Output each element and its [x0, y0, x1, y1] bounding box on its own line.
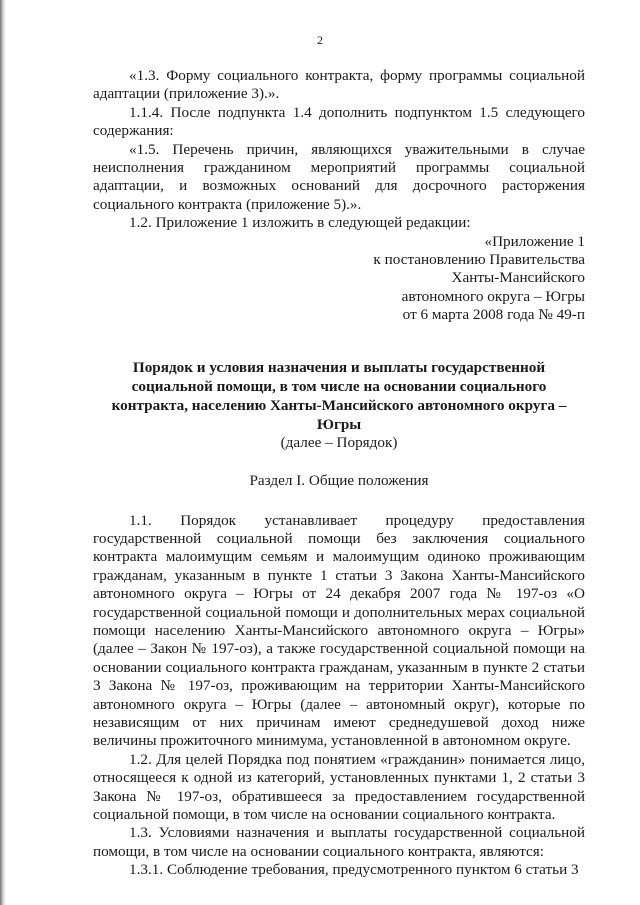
paragraph-1-2: 1.2. Для целей Порядка под понятием «гражданин» понимается лицо, относящееся к одной из категорий, установленных пунктами 1, 2 статьи 3 Закона № 197-оз, обратившееся за предоставлением государственной социальной помощи, в том числе на основании социального контракта.: [93, 750, 585, 823]
appendix-header: [93, 233, 585, 325]
paragraph-1-1: 1.1. Порядок устанавливает процедуру предоставления государственной социальной помощи без заключения социального контракта малоимущим семьям и малоимущим одиноко проживающим гражданам, указанным в пункте 1 статьи 3 Закона Ханты-Мансийского автономного округа – Югры от 24 декабря 2007 года № 197-оз «О государственной социальной помощи и дополнительных мерах социальной помощи населению Ханты-Мансийского автономного округа – Югры» (далее – Закон № 197-оз), а также государственной социальной помощи на основании социального контракта гражданам, указанным в пункте 2 статьи 3 Закона № 197-оз, проживающим на территории Ханты-Мансийского автономного округа – Югры (далее – автономный округ), которые по независящим от них причинам имеют среднедушевой доход ниже величины прожиточного минимума, установленной в автономном округе.: [93, 511, 585, 750]
document-subtitle: (далее – Порядок): [280, 433, 398, 451]
scan-edge-shadow: [0, 0, 5, 905]
paragraph-1-2-appendix: 1.2. Приложение 1 изложить в следующей редакции:: [129, 214, 471, 232]
appendix-line-1: «Приложение 1: [484, 232, 585, 250]
document-title: Порядок и условия назначения и выплаты государственной социальной помощи, в том числе на основании социального контракта, населению Ханты-Мансийского автономного округа – Югры: [111, 358, 567, 433]
paragraph-1-3-form: «1.3. Форму социального контракта, форму программы социальной адаптации (приложение 3).».: [93, 67, 585, 103]
paragraph-1-5-list: «1.5. Перечень причин, являющихся уважительными в случае неисполнения гражданином мероприятий программы социальной адаптации, и возможных оснований для досрочного расторжения социального контракта (приложение 5).».: [93, 140, 585, 213]
paragraph-1-1-4: 1.1.4. После подпункта 1.4 дополнить подпунктом 1.5 следующего содержания:: [93, 103, 585, 140]
appendix-line-4: автономного округа – Югры: [401, 287, 585, 305]
section-heading: Раздел I. Общие положения: [249, 472, 429, 490]
document-body: [93, 67, 585, 880]
appendix-line-2: к постановлению Правительства: [373, 251, 585, 269]
appendix-line-5: от 6 марта 2008 года № 49-п: [402, 306, 585, 324]
appendix-line-3: Ханты-Мансийского: [451, 269, 585, 287]
paragraph-1-3: 1.3. Условиями назначения и выплаты государственной социальной помощи, в том числе на основании социального контракта, являются:: [93, 824, 585, 860]
page-number: 2: [317, 33, 323, 47]
paragraph-1-3-1: 1.3.1. Соблюдение требования, предусмотренного пунктом 6 статьи 3: [129, 861, 579, 879]
